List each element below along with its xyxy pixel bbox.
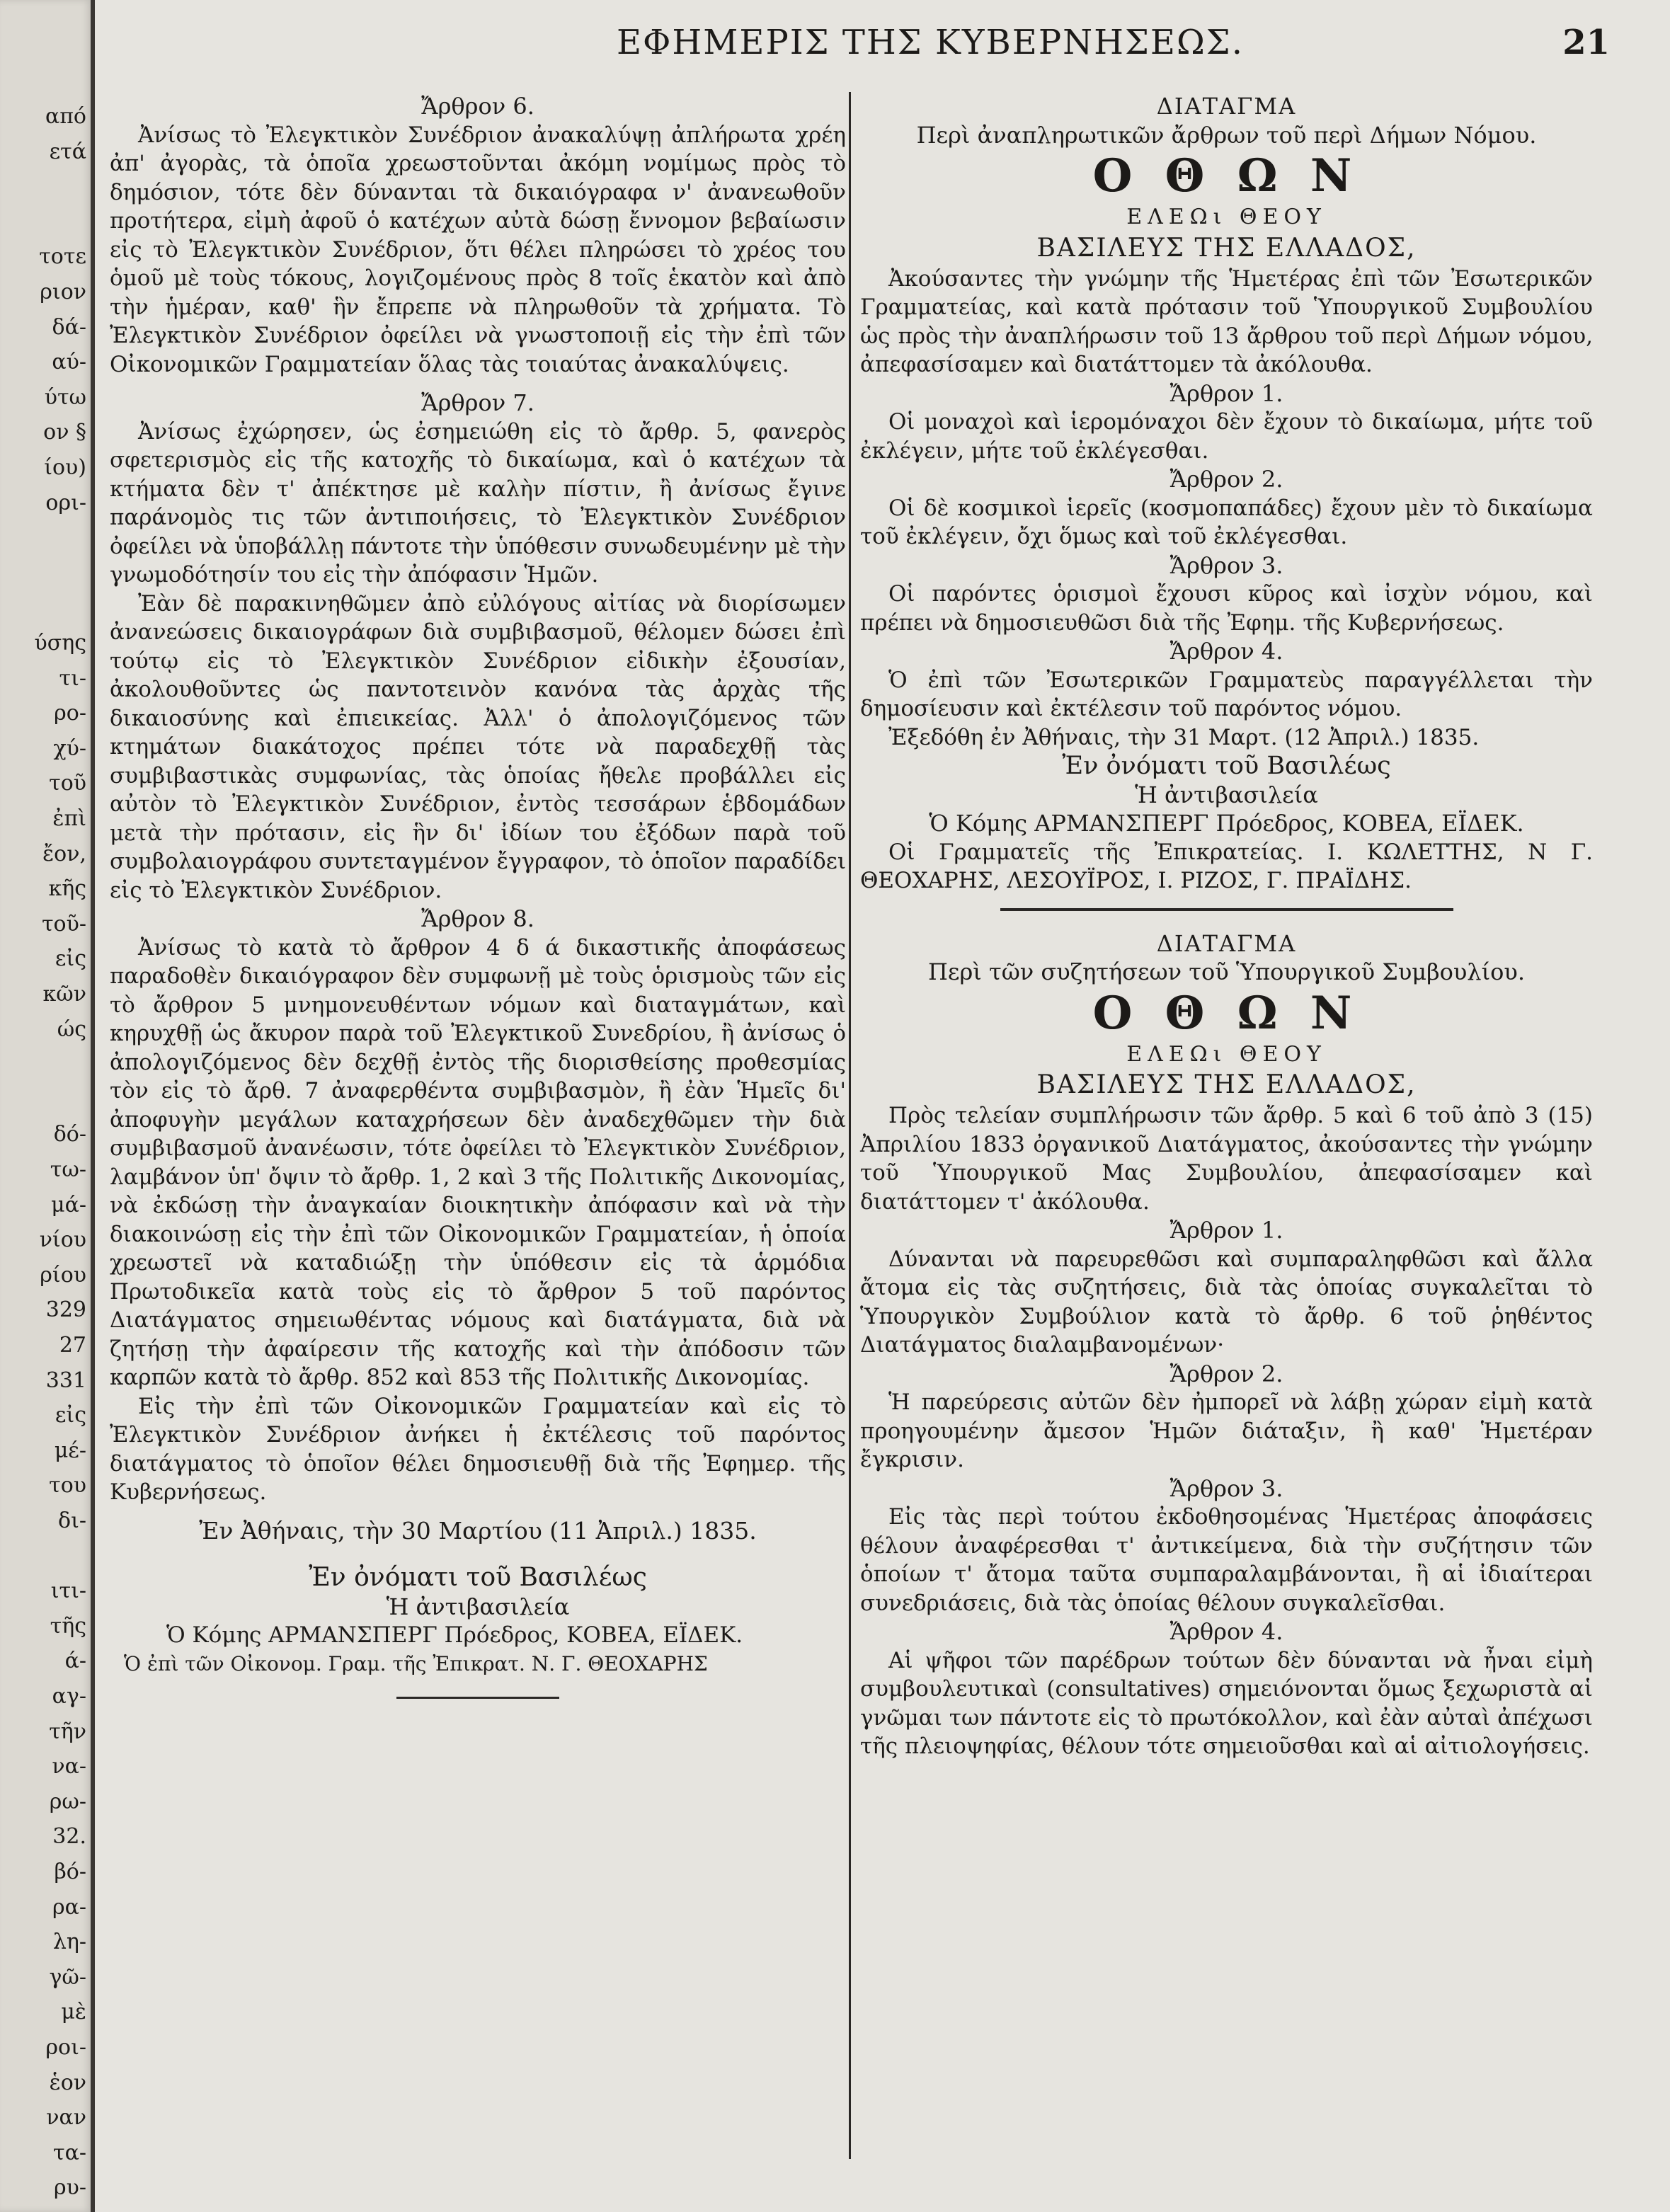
article-7-heading: Ἄρθρον 7. <box>421 389 534 416</box>
stub-line: αύ- <box>52 350 86 375</box>
stub-line: δό- <box>53 1122 86 1147</box>
stub-line: 27 <box>59 1333 86 1358</box>
decree-2-king-name: Ο Θ Ω Ν <box>1092 986 1361 1040</box>
decree-2-article-3-text: Εἰς τὰς περὶ τούτου ἐκδοθησομένας Ἡμετέρας ἀποφάσεις θέλουν ἀναφέρεσθαι τ' ἀντικείμενα, διὰ τὴν συζήτησιν τῶν ὁποίων τ' ἄτομα ταῦτα συμπαραλαμβάνονται, ἢ αἱ ἰδιαίτεραι συνεδριάσεις, διὰ τὰς ὁποίας θέλουν συγκαλεῖσθαι. <box>860 1504 1593 1616</box>
stub-line: ἔον, <box>42 841 86 866</box>
stub-line: να- <box>52 1754 86 1780</box>
in-name-of-king: Ἐν ὀνόματι τοῦ Βασιλέως <box>309 1563 647 1592</box>
decree-1-label: ΔΙΑΤΑΓΜΑ <box>1156 93 1297 120</box>
decree-2-article-2-text: Ἡ παρεύρεσις αὐτῶν δὲν ἠμπορεῖ νὰ λάβῃ χώραν εἰμὴ κατὰ προηγουμένην ἄμεσον Ἡμῶν διάταξιν, ἢ καθ' Ἡμετέραν ἔγκρισιν. <box>860 1389 1593 1472</box>
finance-minister-signature: Ὁ ἐπὶ τῶν Οἰκονομ. Γραμ. τῆς Ἐπικρατ. Ν. Γ. ΘΕΟΧΑΡΗΣ <box>124 1651 708 1675</box>
page-number: 21 <box>1562 23 1610 62</box>
stub-line: μέ- <box>54 1438 86 1463</box>
stub-line: του <box>49 1473 86 1498</box>
page-binding-rule <box>91 0 95 2212</box>
decree-1-date: Ἐξεδόθη ἐν Ἀθήναις, τὴν 31 Μαρτ. (12 Ἀπριλ.) 1835. <box>888 724 1480 750</box>
decree-1-article-3-text: Οἱ παρόντες ὁρισμοὶ ἔχουσι κῦρος καὶ ἰσχὺν νόμου, καὶ πρέπει νὰ δημοσιευθῶσι διὰ τῆς Ἐφημ. τῆς Κυβερνήσεως. <box>860 581 1593 636</box>
stub-line: 331 <box>45 1368 86 1393</box>
decree-1-subject: Περὶ ἀναπληρωτικῶν ἄρθρων τοῦ περὶ Δήμων Νόμου. <box>916 121 1537 149</box>
decree-1-article-3-heading: Ἄρθρον 3. <box>1169 551 1283 579</box>
stub-line: 329 <box>45 1297 86 1323</box>
decree-1-article-2-heading: Ἄρθρον 2. <box>1169 466 1283 493</box>
stub-line: εἰς <box>55 946 86 972</box>
decree-1-king-title: ΒΑΣΙΛΕΥΣ ΤΗΣ ΕΛΛΑΔΟΣ, <box>1036 233 1417 263</box>
stub-line: αγ- <box>52 1684 86 1709</box>
stub-line: κῆς <box>48 876 86 902</box>
decree-2-by-grace: ΕΛΕΩι ΘΕΟΥ <box>1126 1041 1327 1067</box>
article-8-heading: Ἄρθρον 8. <box>421 905 534 932</box>
decree-2-label: ΔΙΑΤΑΓΜΑ <box>1156 929 1297 957</box>
article-8-paragraph-2: Εἰς τὴν ἐπὶ τῶν Οἰκονομικῶν Γραμματείαν καὶ εἰς τὸ Ἐλεγκτικὸν Συνέδριον ἀνήκει ἡ ἐκτέλεσις τοῦ παρόντος διατάγματος τὸ ὁποῖον θέλει δημοσιευθῇ διὰ τῆς Ἐφημερ. τῆς Κυβερνήσεως. <box>110 1393 846 1505</box>
decree-1-by-grace: ΕΛΕΩι ΘΕΟΥ <box>1126 205 1327 229</box>
decree-1-secretaries: Οἱ Γραμματεῖς τῆς Ἐπικρατείας. Ι. ΚΩΛΕΤΤΗΣ, Ν Γ. ΘΕΟΧΑΡΗΣ, ΛΕΣΟΥΪΡΟΣ, Ι. ΡΙΖΟΣ, Γ. ΠΡΑΪΔΗΣ. <box>860 839 1593 893</box>
article-7-paragraph-1: Ἀνίσως ἐχώρησεν, ὡς ἐσημειώθη εἰς τὸ ἄρθρ. 5, φανερὸς σφετερισμὸς εἰς τῆς κατοχῆς τὸ δικαίωμα, καὶ ὁ κατέχων τὰ κτήματα δὲν τ' ἀπέκτησε μὲ καλὴν πίστιν, ἢ ἀνίσως ἔγινε παράνομὸς τις τῶν ἀντιποιήσεις, τὸ Ἐλεγκτικὸν Συνέδριον ὀφείλει νὰ ὑποβάλλῃ πάντοτε τὴν ὑπόθεσιν συνωδευμένην μὲ τὴν γνωμοδότησίν του εἰς τὴν ἀπόφασιν Ἡμῶν. <box>110 418 846 588</box>
stub-line: μά- <box>51 1192 86 1217</box>
stub-line: ύτω <box>44 384 86 410</box>
stub-line: ώς <box>57 1016 86 1042</box>
stub-line: κῶν <box>42 982 86 1007</box>
decree-2-article-3-heading: Ἄρθρον 3. <box>1169 1474 1283 1502</box>
decree-1-regency-label: Ἡ ἀντιβασιλεία <box>1135 781 1318 808</box>
stub-line: τα- <box>53 2140 86 2165</box>
stub-line: δά- <box>52 314 86 340</box>
stub-line: ετά <box>49 139 86 164</box>
decree-2-article-1-text: Δύνανται νὰ παρευρεθῶσι καὶ συμπαραληφθῶσι καὶ ἄλλα ἄτομα εἰς τὰς συζητήσεις, διὰ τὰς ὁποίας συγκαλεῖται τὸ Ὑπουργικὸν Συμβούλιον κατὰ τὸ ἄρθρ. 6 τοῦ ῥηθέντος Διατάγματος διαλαμβανομένων· <box>860 1246 1593 1358</box>
decree-1-article-4-text: Ὁ ἐπὶ τῶν Ἐσωτερικῶν Γραμματεὺς παραγγέλλεται τὴν δημοσίευσιν καὶ ἐκτέλεσιν τοῦ παρόντος νόμου. <box>860 667 1593 721</box>
decree-2-subject: Περὶ τῶν συζητήσεων τοῦ Ὑπουργικοῦ Συμβουλίου. <box>927 958 1525 985</box>
stub-line: ιτι- <box>50 1578 86 1604</box>
decree-1-article-4-heading: Ἄρθρον 4. <box>1169 638 1283 665</box>
stub-line: ἑον <box>49 2070 86 2095</box>
stub-line: εἰς <box>55 1403 86 1428</box>
decree-1-regency-signers: Ὁ Κόμης ΑΡΜΑΝΣΠΕΡΓ Πρόεδρος, ΚΟΒΕΑ, ΕΪΔΕΚ. <box>929 810 1524 837</box>
column-divider <box>849 92 851 2159</box>
decree-divider <box>1000 908 1453 911</box>
stub-line: ριον <box>40 280 86 304</box>
stub-line: τοῦ <box>49 771 86 796</box>
article-6-text: Ἀνίσως τὸ Ἐλεγκτικὸν Συνέδριον ἀνακαλύψῃ ἀπλήρωτα χρέη ἀπ' ἀγορὰς, τὰ ὁποῖα χρεωστοῦνται ἀκόμη νομίμως πρὸς τὸ δημόσιον, τότε δὲν δύνανται τὰ δικαιόγραφα ν' ἀνανεωθοῦν προτήτερα, εἰμὴ ἀφοῦ ὁ κατέχων αὐτὰ δώσῃ ἔννομον βεβαίωσιν εἰς τὸ Ἐλεγκτικὸν Συνέδριον, ὅτι θέλει πληρώσει τὸ χρέος του ὁμοῦ μὲ τοὺς τόκους, λογιζομένους πρὸς 8 τοῖς ἑκατὸν καὶ ἀπὸ τὴν ἡμέραν, καθ' ἣν ἔπρεπε νὰ πληρωθοῦν τὰ χρήματα. Τὸ Ἐλεγκτικὸν Συνέδριον ὀφείλει νὰ γνωστοποιῇ εἰς τὴν ἐπὶ τῶν Οἰκονομικῶν Γραμματείαν ὅλας τὰς τοιαύτας ἀνακαλύψεις. <box>110 122 846 377</box>
stub-line: ά- <box>64 1649 86 1674</box>
adjacent-page-stub <box>0 0 92 2212</box>
stub-line: δι- <box>58 1508 86 1533</box>
article-6-heading: Ἄρθρον 6. <box>421 93 534 120</box>
decree-2-article-4-text: Αἱ ψῆφοι τῶν παρέδρων τούτων δὲν δύνανται νὰ ἦναι εἰμὴ συμβουλευτικαὶ (consultatives) σημειόνονται ὅμως ξεχωριστὰ αἱ γνῶμαι των πάντοτε εἰς τὸ πρωτόκολλον, καὶ ἐὰν αὐταὶ ἀπέχωσι τῆς πλειοψηφίας, θέλουν τότε σημειοῦσθαι καὶ αἱ αἰτιολογήσεις. <box>860 1647 1593 1759</box>
newspaper-title: ΕΦΗΜΕΡΙΣ ΤΗΣ ΚΥΒΕΡΝΗΣΕΩΣ. <box>617 23 1244 62</box>
decree-1-preamble: Ἀκούσαντες τὴν γνώμην τῆς Ἡμετέρας ἐπὶ τῶν Ἐσωτερικῶν Γραμματείας, καὶ κατὰ πρότασιν τοῦ Ὑπουργικοῦ Συμβουλίου ὡς πρὸς τὴν ἀναπλήρωσιν τοῦ 13 ἄρθρου τοῦ περὶ Δήμων νόμου, ἀπεφασίσαμεν καὶ διατάττομεν τὰ ἀκόλουθα. <box>860 265 1593 377</box>
stub-line: ρα- <box>52 1894 86 1920</box>
stub-line: λη- <box>52 1930 86 1955</box>
stub-line: τοῦ- <box>41 911 86 936</box>
stub-line: 32. <box>52 1824 86 1850</box>
decree-2-preamble: Πρὸς τελείαν συμπλήρωσιν τῶν ἄρθρ. 5 καὶ 6 τοῦ ἀπὸ 3 (15) Ἀπριλίου 1833 ὀργανικοῦ Διατάγματος, ἀκούσαντες τὴν γνώμην τοῦ Ὑπουργικοῦ Μας Συμβουλίου, ἀπεφασίσαμεν καὶ διατάττομεν τ' ἀκόλουθα. <box>860 1103 1593 1215</box>
decree-date: Ἐν Ἀθήναις, τὴν 30 Μαρτίου (11 Ἀπριλ.) 1835. <box>199 1516 757 1545</box>
stub-line: χύ- <box>53 735 86 761</box>
stub-line: ροι- <box>45 2035 86 2060</box>
decree-1-article-1-heading: Ἄρθρον 1. <box>1169 379 1283 407</box>
stub-line: ύσης <box>34 631 86 655</box>
left-column <box>110 92 846 1712</box>
stub-line: ρίου <box>40 1262 86 1288</box>
stub-line: τῆς <box>50 1613 86 1639</box>
stub-line: βό- <box>54 1859 86 1884</box>
stub-line: τοτε <box>39 244 86 270</box>
right-column <box>860 92 1593 1761</box>
stub-line: ορι- <box>45 490 86 515</box>
stub-line: γῶ- <box>49 1964 86 1990</box>
regency-signers: Ὁ Κόμης ΑΡΜΑΝΣΠΕΡΓ Πρόεδρος, ΚΟΒΕΑ, ΕΪΔΕΚ. <box>166 1622 743 1648</box>
page-header <box>95 21 1610 64</box>
decree-1-article-2-text: Οἱ δὲ κοσμικοὶ ἱερεῖς (κοσμοπαπάδες) ἔχουν μὲν τὸ δικαίωμα τοῦ ἐκλέγειν, ὄχι ὅμως καὶ τοῦ ἐκλέγεσθαι. <box>860 495 1593 549</box>
stub-line: τι- <box>59 665 86 691</box>
regency-label: Ἡ ἀντιβασιλεία <box>386 1593 570 1620</box>
stub-line: ίου) <box>44 455 86 480</box>
decree-2-article-4-heading: Ἄρθρον 4. <box>1169 1618 1283 1645</box>
stub-line: τῆν <box>49 1719 86 1744</box>
section-divider <box>396 1697 559 1699</box>
decree-2-article-1-heading: Ἄρθρον 1. <box>1169 1217 1283 1244</box>
article-8-paragraph-1: Ἀνίσως τὸ κατὰ τὸ ἄρθρον 4 δ ά δικαστικῆς ἀποφάσεως παραδοθὲν δικαιόγραφον δὲν συμφωνῇ μὲ τοὺς ὁρισμοὺς τῶν εἰς τὸ ἄρθρον 5 μνημονευθέντων νόμων καὶ διαταγμάτων, καὶ κηρυχθῇ ὡς ἄκυρον παρὰ τοῦ Ἐλεγκτικοῦ Συνεδρίου, ἢ ἀνίσως ὁ ἀπολογιζόμενος δὲν δεχθῇ ἐντὸς τῆς διορισθείσης προθεσμίας τὸν εἰς τὸ ἄρθ. 7 ἀναφερθέντα συμβιβασμὸν, ἢ ἐὰν Ἡμεῖς δι' ἀποφυγὴν μεγάλων καταχρήσεων δὲν ἀναδεχθῶμεν τὴν διὰ συμβιβασμοῦ ἀνανέωσιν, τότε ὀφείλει τὸ Ἐλεγκτικὸν Συνέδριον, λαμβάνον ὑπ' ὄψιν τὸ ἄρθρ. 1, 2 καὶ 3 τῆς Πολιτικῆς Δικονομίας, νὰ ἐκδώσῃ τὴν ἀναγκαίαν διοικητικὴν ἀπόφασιν καὶ νὰ τὴν διακοινώσῃ εἰς τὴν ἐπὶ τῶν Οἰκονομικῶν Γραμματείαν, ἡ ὁποία χρεωστεῖ νὰ καταδιώξῃ τὴν ὑπόθεσιν εἰς τὰ ἁρμόδια Πρωτοδικεῖα κατὰ τοὺς εἰς τὸ ἄρθρον 5 τοῦ παρόντος Διατάγματος σημειωθέντας νόμους καὶ διατάγματα, διὰ νὰ ζητήσῃ τὴν ἀφαίρεσιν τῆς κατοχῆς καὶ τὴν ἀπόδοσιν τῶν καρπῶν κατὰ τὸ ἄρθρ. 852 καὶ 853 τῆς Πολιτικῆς Δικονομίας. <box>110 934 846 1390</box>
stub-line: από <box>45 104 86 129</box>
stub-line: ρο- <box>54 701 86 726</box>
decree-2-article-2-heading: Ἄρθρον 2. <box>1169 1360 1283 1387</box>
stub-line: νίου <box>39 1227 86 1253</box>
stub-line: μὲ <box>61 2000 86 2025</box>
stub-line: ρω- <box>49 1789 86 1814</box>
decree-1-article-1-text: Οἱ μοναχοὶ καὶ ἱερομόναχοι δὲν ἔχουν τὸ δικαίωμα, μήτε τοῦ ἐκλέγειν, μήτε τοῦ ἐκλέγεσθαι. <box>860 409 1593 464</box>
decree-2-king-title: ΒΑΣΙΛΕΥΣ ΤΗΣ ΕΛΛΑΔΟΣ, <box>1036 1070 1417 1099</box>
stub-line: ἐπὶ <box>52 806 86 831</box>
stub-line: ον § <box>43 420 86 445</box>
decree-1-in-name-of-king: Ἐν ὀνόματι τοῦ Βασιλέως <box>1062 752 1391 780</box>
stub-line: ρυ- <box>53 2175 86 2201</box>
decree-1-king-name: Ο Θ Ω Ν <box>1092 149 1361 202</box>
article-7-paragraph-2: Ἐὰν δὲ παρακινηθῶμεν ἀπὸ εὐλόγους αἰτίας νὰ διορίσωμεν ἀνανεώσεις δικαιογράφων διὰ συμβιβασμοῦ, θέλομεν δώσει ἐπὶ τούτῳ εἰς τὸ Ἐλεγκτικὸν Συνέδριον εἰδικὴν ἐξουσίαν, ἀκολουθοῦντες ὡς παντοτεινὸν κανόνα τὰς ἀρχὰς τῆς δικαιοσύνης καὶ ἐπιεικείας. Ἀλλ' ὁ ἀπολογιζόμενος τῶν κτημάτων διακάτοχος πρέπει τότε νὰ παραδεχθῇ τὰς συμβιβαστικὰς συμφωνίας, τὰς ὁποίας ἤθελε προβάλλει εἰς αὐτὸν τὸ Ἐλεγκτικὸν Συνέδριον, ἐντὸς τεσσάρων ἑβδομάδων μετὰ τὴν πρότασιν, εἰς ἣν δι' ἰδίων του ἐξόδων παρὰ τοῦ συμβολαιογράφου συντεταγμένον ἔγγραφον, τὸ ὁποῖον παραδίδει εἰς τὸ Ἐλεγκτικὸν Συνέδριον. <box>110 590 846 903</box>
stub-line: τω- <box>50 1157 86 1182</box>
stub-line: ναν <box>46 2105 86 2131</box>
